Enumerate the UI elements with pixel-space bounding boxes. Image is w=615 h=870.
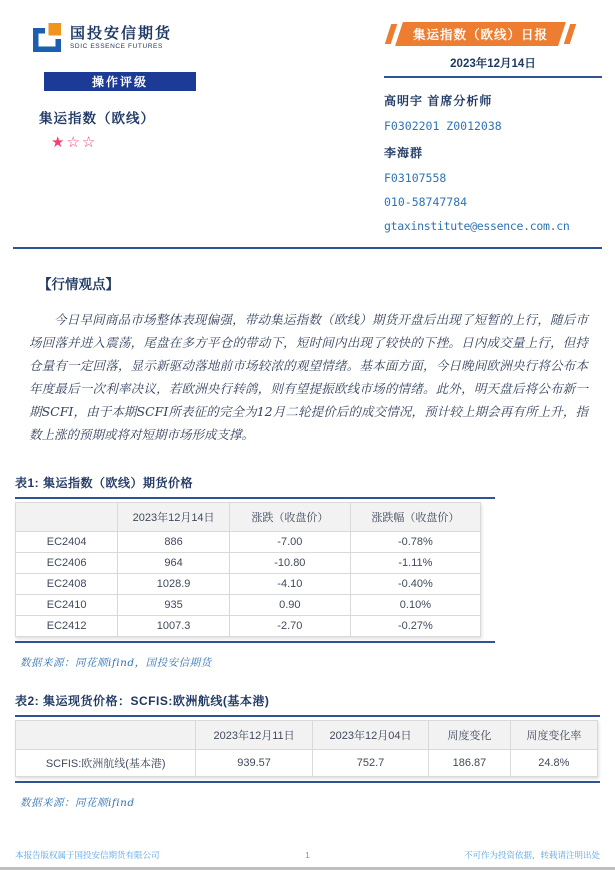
spot-price-section: [0, 692, 615, 810]
change-cell: -7.00: [229, 532, 350, 553]
contract-cell: EC2410: [16, 595, 118, 616]
contract-cell: EC2412: [16, 616, 118, 637]
company-logo-icon: [31, 22, 63, 54]
value-cell: 939.57: [196, 750, 312, 777]
table-header-cell: [16, 503, 118, 532]
table-header-cell: 涨跌幅（收盘价）: [350, 503, 480, 532]
header-divider: [13, 247, 602, 249]
table-header-row: [16, 503, 481, 532]
table-row: [16, 750, 598, 777]
opinion-section: [0, 273, 615, 446]
futures-price-table: [15, 502, 481, 637]
change-cell: 0.90: [229, 595, 350, 616]
header-right-column: [384, 22, 602, 233]
analyst-block: [384, 92, 602, 233]
price-cell: 935: [118, 595, 230, 616]
table-header-cell: 周度变化: [429, 721, 510, 750]
change-cell: -10.80: [229, 553, 350, 574]
table-row: [16, 595, 481, 616]
badge-stripe-right: [564, 24, 576, 44]
table2-bottom-rule: [15, 781, 600, 783]
table-row: [16, 616, 481, 637]
brand-name-en: SDIC ESSENCE FUTURES: [70, 43, 163, 50]
price-cell: 1007.3: [118, 616, 230, 637]
page-footer: [0, 849, 615, 861]
contract-cell: EC2408: [16, 574, 118, 595]
brand-name-cn: 国投安信期货: [70, 25, 173, 42]
change-cell: -2.70: [229, 616, 350, 637]
table-row: [16, 553, 481, 574]
table2-title: 表2: 集运现货价格：SCFIS:欧洲航线(基本港): [15, 694, 270, 708]
table-header-cell: 2023年12月11日: [196, 721, 312, 750]
contract-cell: EC2406: [16, 553, 118, 574]
table1-bottom-rule: [15, 641, 495, 643]
price-cell: 964: [118, 553, 230, 574]
brand: [31, 22, 343, 54]
change-cell: -4.10: [229, 574, 350, 595]
table-header-cell: 2023年12月04日: [312, 721, 428, 750]
price-cell: 1028.9: [118, 574, 230, 595]
value-cell: 752.7: [312, 750, 428, 777]
opinion-section-title: 【行情观点】: [38, 277, 119, 292]
product-name: 集运指数（欧线）: [39, 111, 155, 126]
table2-top-rule: [15, 715, 600, 717]
contact-phone: 010-58747784: [384, 195, 468, 209]
table-header-cell: 涨跌（收盘价）: [229, 503, 350, 532]
badge-box: [395, 22, 566, 46]
table-header-cell: [16, 721, 196, 750]
table2-source-note: 数据来源：同花顺ifind: [20, 797, 135, 809]
analyst-id: F03107558: [384, 171, 447, 185]
analyst-name: 李海群: [384, 146, 424, 160]
rating-stars: ★☆☆: [51, 134, 98, 151]
report-badge: [388, 22, 602, 46]
weekly-change-pct-cell: 24.8%: [510, 750, 597, 777]
change-pct-cell: -0.27%: [350, 616, 480, 637]
analyst-id: F0302201 Z0012038: [384, 119, 502, 133]
change-pct-cell: 0.10%: [350, 595, 480, 616]
table-header-cell: 2023年12月14日: [118, 503, 230, 532]
brand-text: [70, 22, 172, 50]
spot-price-table: [15, 720, 598, 777]
rating-box: 操作评级: [44, 72, 196, 91]
table1-source-note: 数据来源：同花顺ifind，国投安信期货: [20, 657, 212, 669]
contract-cell: EC2404: [16, 532, 118, 553]
weekly-change-cell: 186.87: [429, 750, 510, 777]
contact-email[interactable]: gtaxinstitute@essence.com.cn: [384, 219, 570, 233]
index-name-cell: SCFIS:欧洲航线(基本港): [16, 750, 196, 777]
change-pct-cell: -0.40%: [350, 574, 480, 595]
change-pct-cell: -0.78%: [350, 532, 480, 553]
price-cell: 886: [118, 532, 230, 553]
opinion-body-text: 今日早间商品市场整体表现偏强，带动集运指数（欧线）期货开盘后出现了短暂的上行，随后市场回落并进入震荡，尾盘在多方平仓的带动下，短时间内出现了较快的下挫。日内成交量上行，但持仓量有一定回落，显示新驱动落地前市场较浓的观望情绪。基本面方面，今日晚间欧洲央行将公布本年度最后一次利率决议，若欧洲央行转鸽，则有望提振欧线市场的情绪。此外，明天盘后将公布新一期SCFI，由于本期SCFI所表征的完全为12月二轮提价后的成交情况，预计较上期会再有所上升，指数上涨的预期或将对短期市场形成支撑。: [29, 312, 588, 442]
table-header-cell: 周度变化率: [510, 721, 597, 750]
table-header-row: [16, 721, 598, 750]
analyst-name: 高明宇 首席分析师: [384, 94, 493, 108]
header-left-column: [13, 22, 343, 233]
table-row: [16, 574, 481, 595]
table1-title: 表1: 集运指数（欧线）期货价格: [15, 476, 194, 490]
footer-disclaimer: 不可作为投资依据，转载请注明出处: [463, 850, 600, 860]
report-header: [0, 0, 615, 233]
change-pct-cell: -1.11%: [350, 553, 480, 574]
footer-copyright: 本报告版权属于国投安信期货有限公司: [15, 850, 160, 860]
futures-price-section: [0, 474, 615, 670]
badge-stripe-left: [385, 24, 397, 44]
report-date: 2023年12月14日: [384, 55, 602, 78]
report-badge-label: 集运指数（欧线）日报: [413, 28, 549, 42]
table-row: [16, 532, 481, 553]
page-number: 1: [305, 850, 310, 860]
table1-top-rule: [15, 497, 495, 499]
